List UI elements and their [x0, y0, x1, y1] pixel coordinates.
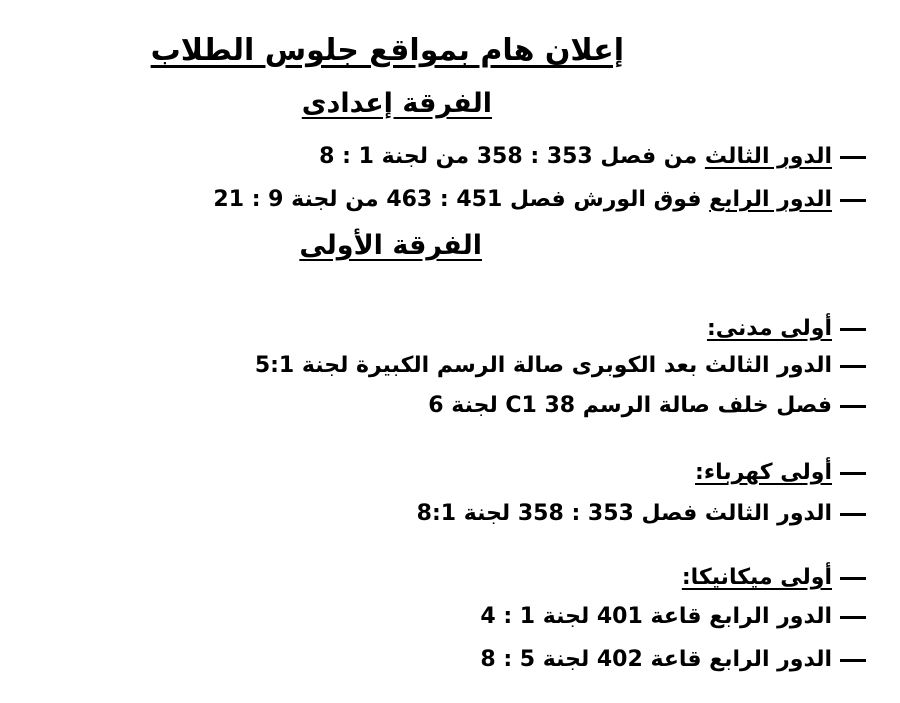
electrical-row-1 [417, 503, 866, 525]
prep-row-2-text: فوق الورش فصل 451 : 463 من لجنة 9 : 21 [213, 187, 702, 212]
mechanical-row-2-text: الدور الرابع قاعة 402 لجنة 5 : 8 [480, 647, 832, 672]
electrical-label-row [695, 462, 866, 484]
civil-row-2 [428, 395, 866, 417]
civil-label: أولى مدنى: [706, 316, 832, 341]
prep-row-1-text: من فصل 353 : 358 من لجنة 1 : 8 [319, 144, 698, 169]
civil-row-2-text: فصل خلف صالة الرسم C1 38 لجنة 6 [428, 393, 832, 418]
mechanical-label-row [682, 567, 866, 589]
prep-row-1-floor: الدور الثالث [704, 144, 832, 169]
prep-row-2 [213, 189, 866, 211]
dash-bullet-icon [840, 156, 866, 159]
dash-bullet-icon [840, 513, 866, 516]
dash-bullet-icon [840, 577, 866, 580]
civil-row-1 [255, 355, 866, 377]
civil-row-1-text: الدور الثالث بعد الكوبرى صالة الرسم الكبيرة لجنة 5:1 [254, 353, 832, 378]
electrical-label: أولى كهرباء: [695, 460, 832, 485]
electrical-row-1-text: الدور الثالث فصل 353 : 358 لجنة 8:1 [416, 501, 832, 526]
prep-row-2-floor: الدور الرابع [709, 187, 832, 212]
mechanical-row-2 [480, 649, 866, 671]
dash-bullet-icon [840, 659, 866, 662]
first-year-heading: الفرقة الأولى [299, 230, 482, 261]
dash-bullet-icon [840, 616, 866, 619]
dash-bullet-icon [840, 472, 866, 475]
dash-bullet-icon [840, 365, 866, 368]
dash-bullet-icon [840, 328, 866, 331]
mechanical-label: أولى ميكانيكا: [681, 565, 832, 590]
dash-bullet-icon [840, 199, 866, 202]
mechanical-row-1 [480, 606, 866, 628]
dash-bullet-icon [840, 405, 866, 408]
announcement-title: إعلان هام بمواقع جلوس الطلاب [150, 33, 624, 68]
mechanical-row-1-text: الدور الرابع قاعة 401 لجنة 1 : 4 [480, 604, 832, 629]
civil-label-row [707, 318, 866, 340]
prep-row-1 [319, 146, 866, 168]
prep-heading: الفرقة إعدادى [301, 88, 492, 119]
